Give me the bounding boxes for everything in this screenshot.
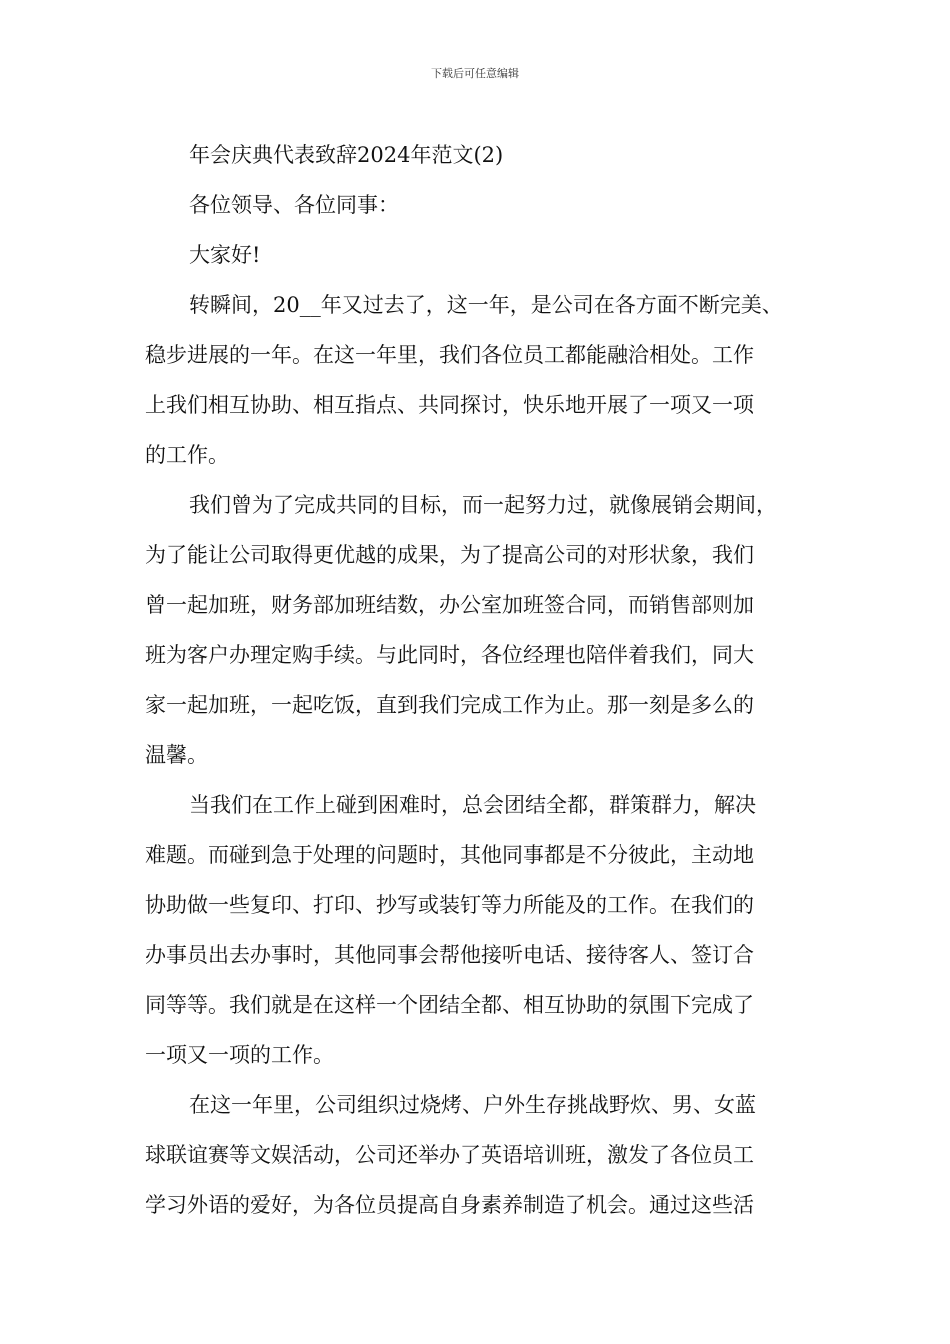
paragraph-4 (145, 1080, 807, 1230)
greeting: 大家好! (189, 243, 261, 267)
paragraph-line: 转瞬间，20__年又过去了，这一年，是公司在各方面不断完美、 (189, 293, 783, 317)
paragraph-line: 温馨。 (145, 743, 208, 767)
paragraph-line: 球联谊赛等文娱活动，公司还举办了英语培训班，激发了各位员工 (145, 1143, 754, 1167)
paragraph-line: 曾一起加班，财务部加班结数，办公室加班签合同，而销售部则加 (145, 593, 754, 617)
paragraph-line: 同等等。我们就是在这样一个团结全都、相互协助的氛围下完成了 (145, 993, 754, 1017)
document-title: 年会庆典代表致辞2024年范文(2) (189, 143, 504, 167)
paragraph-line: 一项又一项的工作。 (145, 1043, 334, 1067)
paragraph-line: 当我们在工作上碰到困难时，总会团结全都，群策群力，解决 (189, 793, 756, 817)
paragraph-3 (145, 780, 807, 1080)
paragraph-line: 的工作。 (145, 443, 229, 467)
paragraph-line: 我们曾为了完成共同的目标，而一起努力过，就像展销会期间， (189, 493, 777, 517)
salutation: 各位领导、各位同事： (189, 193, 399, 217)
document-body (145, 130, 807, 1230)
paragraph-2 (145, 480, 807, 780)
paragraph-line: 学习外语的爱好，为各位员提高自身素养制造了机会。通过这些活 (145, 1193, 754, 1217)
paragraph-line: 家一起加班，一起吃饭，直到我们完成工作为止。那一刻是多么的 (145, 693, 754, 717)
paragraph-line: 难题。而碰到急于处理的问题时，其他同事都是不分彼此，主动地 (145, 843, 754, 867)
paragraph-line: 为了能让公司取得更优越的成果，为了提高公司的对形状象，我们 (145, 543, 754, 567)
paragraph-line: 在这一年里，公司组织过烧烤、户外生存挑战野炊、男、女蓝 (189, 1093, 756, 1117)
page-header: 下载后可任意编辑 (431, 67, 519, 80)
paragraph-line: 班为客户办理定购手续。与此同时，各位经理也陪伴着我们，同大 (145, 643, 754, 667)
paragraph-1 (145, 280, 807, 480)
paragraph-line: 协助做一些复印、打印、抄写或装钉等力所能及的工作。在我们的 (145, 893, 754, 917)
paragraph-line: 办事员出去办事时，其他同事会帮他接听电话、接待客人、签订合 (145, 943, 754, 967)
paragraph-line: 上我们相互协助、相互指点、共同探讨，快乐地开展了一项又一项 (145, 393, 754, 417)
paragraph-line: 稳步进展的一年。在这一年里，我们各位员工都能融洽相处。工作 (145, 343, 754, 367)
